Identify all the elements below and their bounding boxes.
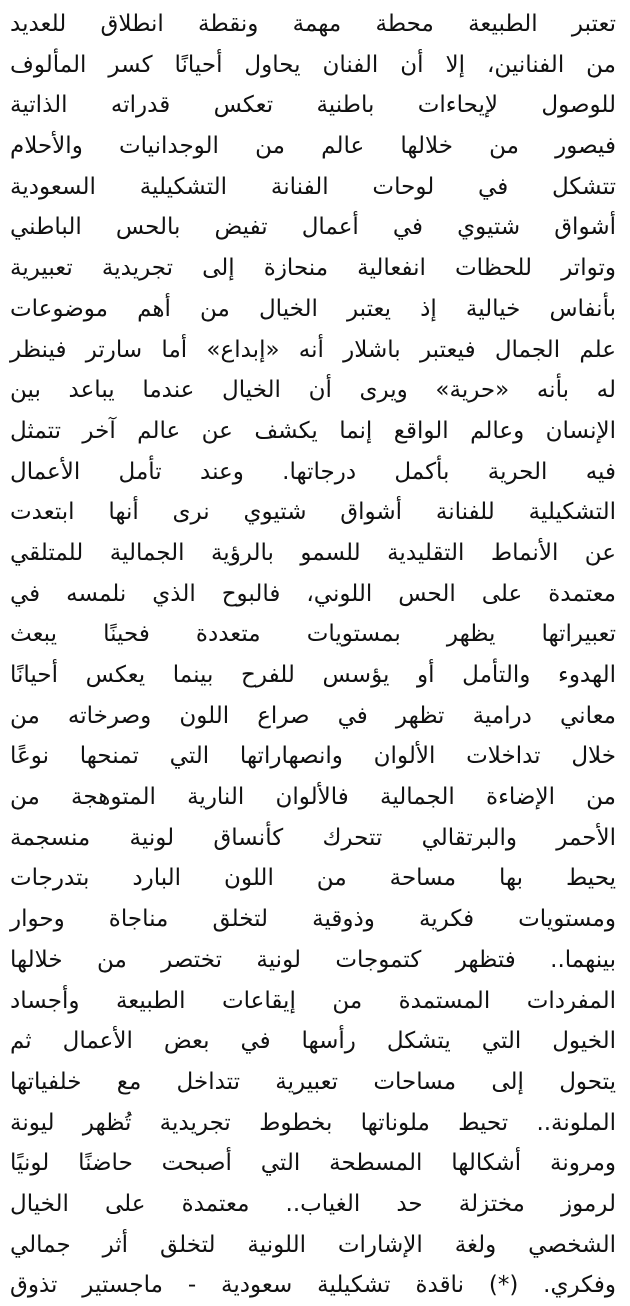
text-line: التشكيلية للفنانة أشواق شتيوي نرى أنها ابتعدت [10,499,616,526]
text-line: وفكري. (*) ناقدة تشكيلية سعودية - ماجستير تذوق [10,1272,616,1299]
text-line: وتواتر للحظات انفعالية منحازة إلى تجريدية تعبيرية [10,255,616,282]
text-line: تعتبر الطبيعة محطة مهمة ونقطة انطلاق للعديد [10,11,616,37]
text-line: الإنسان وعالم الواقع إنما يكشف عن عالم آخر تتمثل [10,417,616,444]
text-line: يحيط بها مساحة من اللون البارد بتدرجات [10,865,616,892]
text-line: ومرونة أشكالها المسطحة التي أصبحت حاضنًا لونيًا [10,1150,616,1177]
text-line: له بأنه «حرية» ويرى أن الخيال عندما يباعد بين [10,377,616,404]
text-line: معاني درامية تظهر في صراع اللون وصرخاته من [10,702,616,729]
text-line: معتمدة على الحس اللوني، فالبوح الذي نلمسه في [10,580,616,607]
text-line: الملونة.. تحيط ملوناتها بخطوط تجريدية تُظهر ليونة [10,1109,616,1136]
text-line: لرموز مختزلة حد الغياب.. معتمدة على الخيال [10,1190,616,1217]
text-line: فيه الحرية بأكمل درجاتها. وعند تأمل الأعمال [10,458,616,485]
text-line: بينهما.. فتظهر كتموجات لونية تختصر من خلالها [10,946,616,973]
text-line: من الفنانين، إلا أن الفنان يحاول أحيانًا كسر المألوف [10,51,616,78]
text-line: عن الأنماط التقليدية للسمو بالرؤية الجمالية للمتلقي [10,539,616,566]
text-line: ومستويات فكرية وذوقية لتخلق مناجاة وحوار [10,906,616,933]
text-line: تتشكل في لوحات الفنانة التشكيلية السعودية [10,173,616,200]
text-line: خلال تداخلات الألوان وانصهاراتها التي تمنحها نوعًا [10,743,616,770]
text-line: الخيول التي يتشكل رأسها في بعض الأعمال ثم [10,1028,616,1055]
text-line: أشواق شتيوي في أعمال تفيض بالحس الباطني [10,214,616,241]
text-line: الشخصي ولغة الإشارات اللونية لتخلق أثر جمالي [10,1231,616,1258]
text-line: يتحول إلى مساحات تعبيرية تتداخل مع خلفياتها [10,1068,616,1095]
text-line: للوصول لإيحاءات باطنية تعكس قدراته الذاتية [10,92,616,119]
text-line: الهدوء والتأمل أو يؤسس للفرح بينما يعكس أحيانًا [10,662,616,688]
text-line: علم الجمال فيعتبر باشلار أنه «إبداع» أما سارتر فينظر [10,336,616,363]
text-line: المفردات المستمدة من إيقاعات الطبيعة وأجساد [10,987,616,1014]
text-line: من الإضاءة الجمالية فالألوان النارية المتوهجة من [10,784,616,811]
text-line: تعبيراتها يظهر بمستويات متعددة فحينًا يبعث [10,621,616,648]
text-line: الأحمر والبرتقالي تتحرك كأنساق لونية منسجمة [10,824,616,851]
text-line: بأنفاس خيالية إذ يعتبر الخيال من أهم موضوعات [10,295,616,322]
text-line: فيصور من خلالها عالم من الوجدانيات والأحلام [10,133,616,160]
